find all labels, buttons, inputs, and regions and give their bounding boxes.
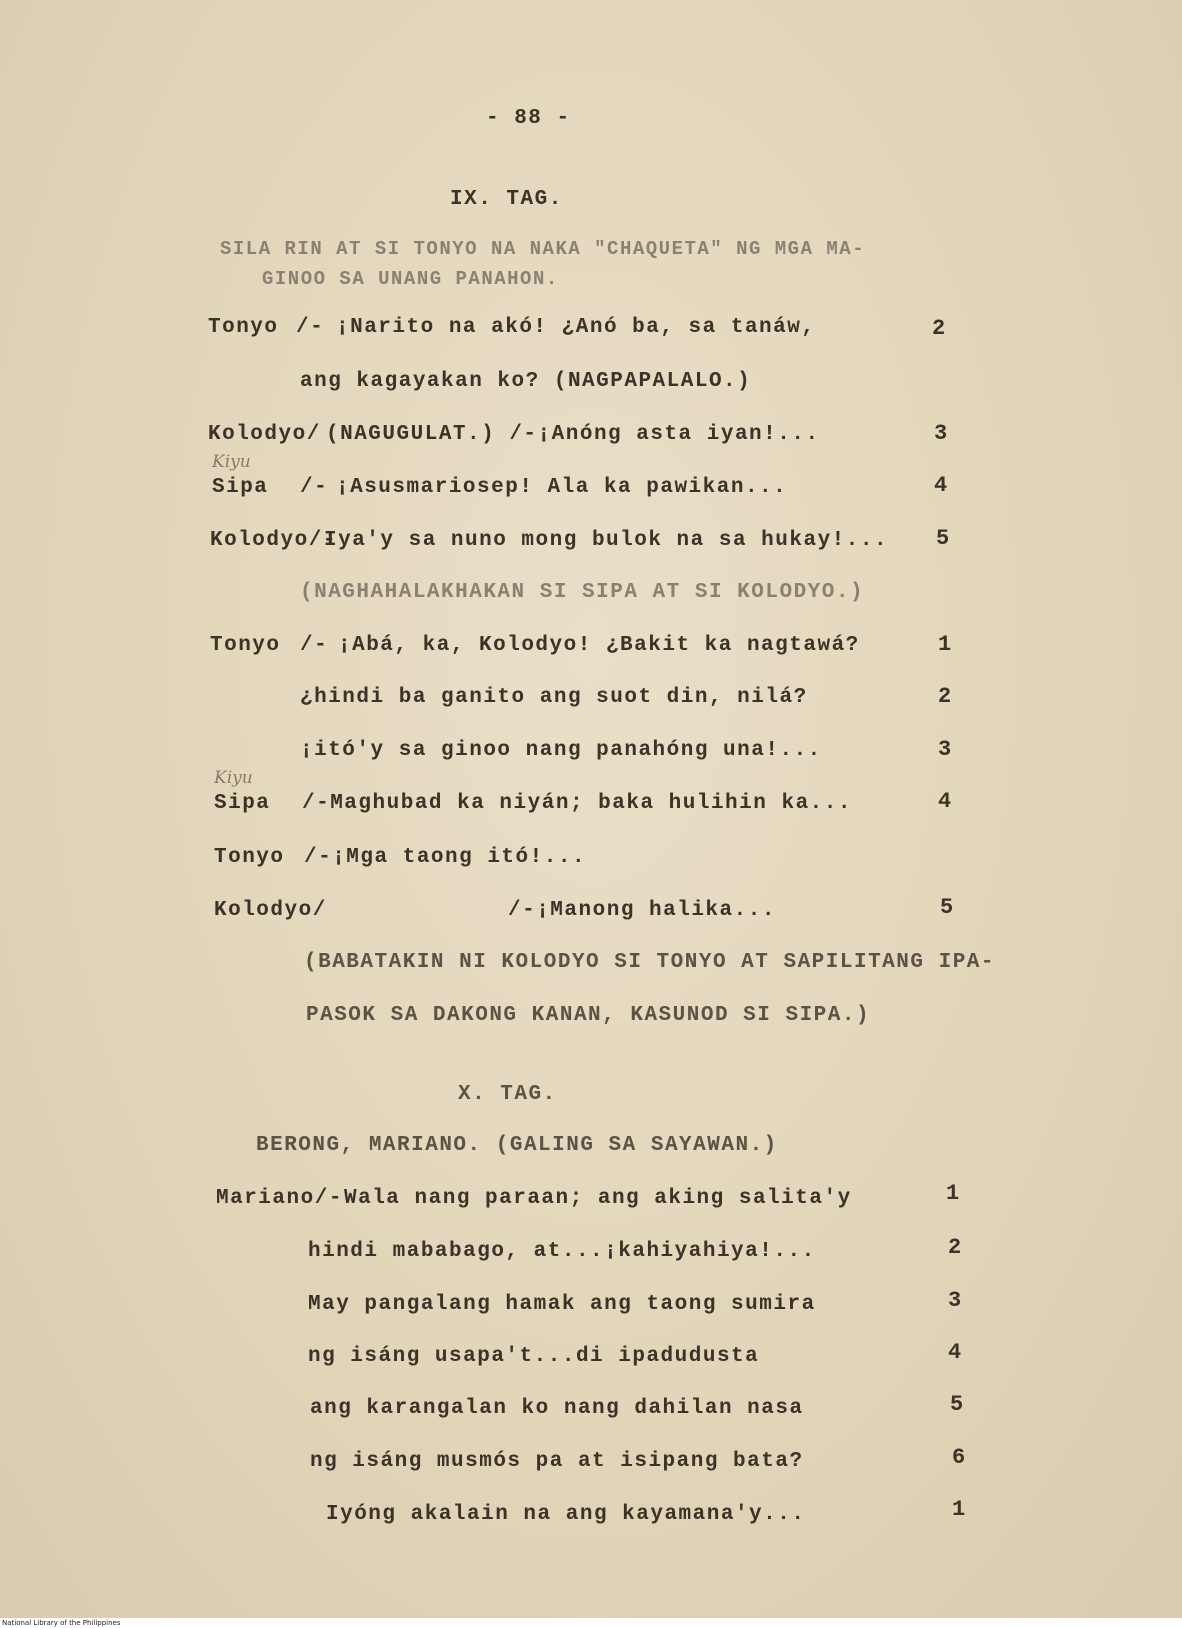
separator: /-	[300, 634, 329, 657]
scene-ix-direction-1: SILA RIN AT SI TONYO NA NAKA "CHAQUETA" NG MGA MA-	[220, 238, 866, 260]
line-number: 1	[952, 1497, 966, 1522]
dialogue-line: Wala nang paraan; ang aking salita'y	[344, 1187, 852, 1210]
speaker: Tonyo	[214, 846, 285, 869]
line-number: 1	[938, 632, 952, 657]
speaker: Kolodyo/-	[210, 529, 337, 552]
dialogue-line: (NAGUGULAT.) /-¡Anóng asta iyan!...	[326, 423, 820, 446]
dialogue-line: Iyóng akalain na ang kayamana'y...	[326, 1503, 806, 1526]
dialogue-line: /-Maghubad ka niyán; baka hulihin ka...	[302, 792, 852, 815]
speaker: Sipa	[214, 792, 271, 815]
dialogue-line: ¿hindi ba ganito ang suot din, nilá?	[300, 686, 808, 709]
dialogue-line: ¡Asusmariosep! Ala ka pawikan...	[336, 476, 788, 499]
dialogue-line: /-¡Manong halika...	[508, 899, 776, 922]
line-number: 3	[948, 1288, 962, 1313]
dialogue-line: ng isáng usapa't...di ipadudusta	[308, 1345, 760, 1368]
scene-x-direction: BERONG, MARIANO. (GALING SA SAYAWAN.)	[256, 1134, 778, 1157]
speaker: Kolodyo/	[208, 423, 321, 446]
handwritten-note: Kiyu	[212, 452, 251, 472]
dialogue-line: ¡itó'y sa ginoo nang panahóng una!...	[300, 739, 822, 762]
speaker: Tonyo	[210, 634, 281, 657]
line-number: 6	[952, 1445, 966, 1470]
line-number: 2	[948, 1235, 962, 1260]
dialogue-line: Iya'y sa nuno mong bulok na sa hukay!...	[324, 529, 889, 552]
stage-direction: (BABATAKIN NI KOLODYO SI TONYO AT SAPILITANG IPA-	[304, 951, 996, 974]
dialogue-line: ang karangalan ko nang dahilan nasa	[310, 1397, 804, 1420]
dialogue-line: ng isáng musmós pa at isipang bata?	[310, 1450, 804, 1473]
dialogue-line: ¡Abá, ka, Kolodyo! ¿Bakit ka nagtawá?	[338, 634, 860, 657]
footer-attribution: National Library of the Philippines	[0, 1618, 1182, 1628]
line-number: 3	[938, 737, 952, 762]
scene-ix-title: IX. TAG.	[450, 188, 563, 211]
speaker: Tonyo	[208, 316, 279, 339]
stage-direction: PASOK SA DAKONG KANAN, KASUNOD SI SIPA.)	[306, 1004, 871, 1027]
line-number: 5	[940, 895, 954, 920]
dialogue-line: hindi mababago, at...¡kahiyahiya!...	[308, 1240, 816, 1263]
line-number: 1	[946, 1181, 960, 1206]
line-number: 3	[934, 421, 948, 446]
separator: /-	[296, 316, 325, 339]
speaker: Mariano/-	[216, 1187, 343, 1210]
separator: /-	[300, 476, 329, 499]
scene-x-title: X. TAG.	[458, 1083, 557, 1106]
speaker: Sipa	[212, 476, 269, 499]
dialogue-line: ang kagayakan ko? (NAGPAPALALO.)	[300, 370, 752, 393]
dialogue-line: ¡Narito na akó! ¿Anó ba, sa tanáw,	[336, 316, 816, 339]
dialogue-line: May pangalang hamak ang taong sumira	[308, 1293, 816, 1316]
page-number: - 88 -	[486, 107, 571, 130]
line-number: 4	[938, 789, 952, 814]
line-number: 2	[938, 684, 952, 709]
scene-ix-direction-2: GINOO SA UNANG PANAHON.	[262, 268, 559, 290]
handwritten-note: Kiyu	[214, 768, 253, 788]
dialogue-line: /-¡Mga taong itó!...	[304, 846, 587, 869]
line-number: 4	[934, 473, 948, 498]
speaker: Kolodyo/	[214, 899, 327, 922]
line-number: 5	[950, 1392, 964, 1417]
line-number: 5	[936, 526, 950, 551]
line-number: 2	[932, 316, 946, 341]
stage-direction: (NAGHAHALAKHAKAN SI SIPA AT SI KOLODYO.)	[300, 581, 865, 604]
line-number: 4	[948, 1340, 962, 1365]
